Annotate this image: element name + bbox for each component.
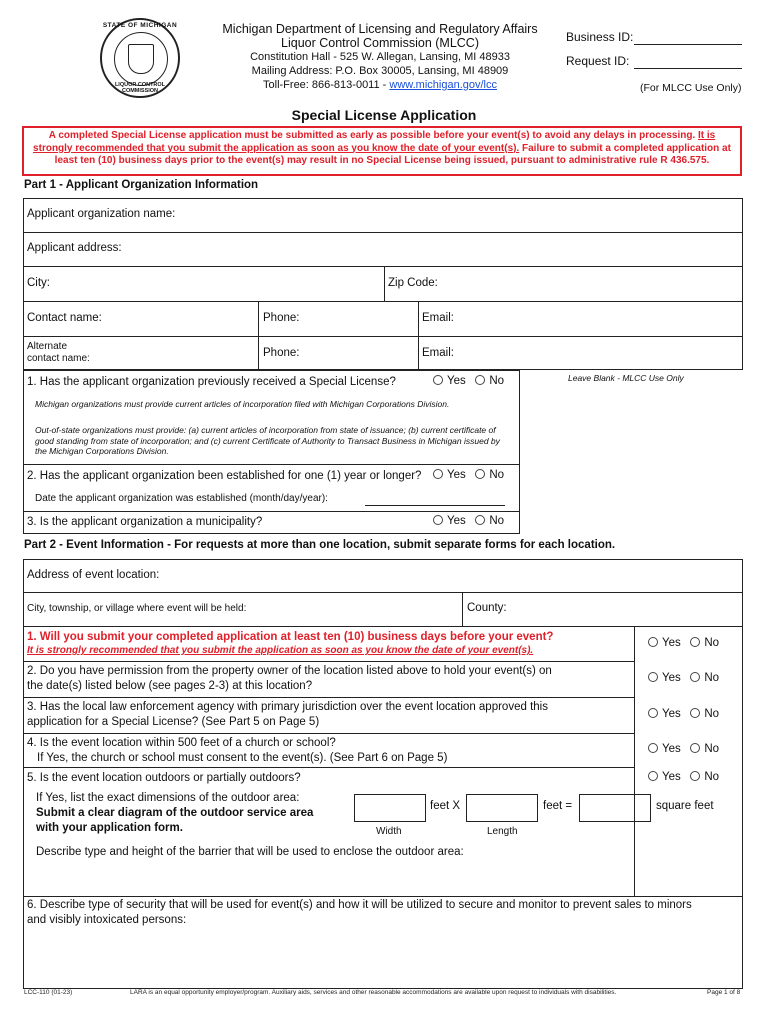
p1-q2-radios [433, 469, 504, 481]
p1-q3-no-radio[interactable] [475, 515, 485, 525]
notice-underlined: It is strongly recommended that you submit the application as soon as you know the date of your event(s). [33, 130, 716, 154]
p2-q6-line2: and visibly intoxicated persons: [27, 913, 187, 926]
p2-q3-line2: application for a Special License? (See Part 5 on Page 5) [27, 715, 320, 728]
eeo-statement: LARA is an equal opportunity employer/program. Auxiliary aids, services and other reasonable accommodations are available upon request to individuals with disabilities. [130, 989, 617, 996]
width-input[interactable] [354, 794, 426, 822]
seal-top-text: STATE OF MICHIGAN [102, 22, 178, 29]
leave-blank-note: Leave Blank - MLCC Use Only [568, 373, 684, 383]
notice-part2: Failure to submit a completed application at least ten (10) business days prior to the event(s) may result in no Special License being issued, pursuant to administrative rule R 436.575. [54, 142, 731, 166]
p2-q3-no-radio[interactable] [690, 708, 700, 718]
p2-q2-no-radio[interactable] [690, 672, 700, 682]
p2-q4-line1: 4. Is the event location within 500 feet of a church or school? [27, 737, 336, 749]
city-label: City: [27, 277, 50, 289]
yes-label: Yes [662, 771, 681, 783]
p1-q3-yes-radio[interactable] [433, 515, 443, 525]
p1-q3-radios [433, 515, 504, 527]
header-line2: Liquor Control Commission (MLCC) [281, 36, 479, 50]
seal-bottom-text: LIQUOR CONTROL COMMISSION [114, 82, 166, 94]
event-address-label: Address of event location: [27, 569, 160, 581]
p2-q4-line2: If Yes, the church or school must consent to the event(s). (See Part 6 on Page 5) [37, 751, 448, 764]
p1-q1-yes-radio[interactable] [433, 375, 443, 385]
email2-label: Email: [422, 347, 454, 359]
established-date-field[interactable] [365, 505, 505, 506]
org-name-label: Applicant organization name: [27, 208, 176, 220]
notice-part1: A completed Special License application must be submitted as early as possible before your event(s) to avoid any delays in processing. [48, 130, 699, 141]
no-label: No [704, 637, 720, 649]
p2-q2-yes-radio[interactable] [648, 672, 658, 682]
length-input[interactable] [466, 794, 538, 822]
event-city-label: City, township, or village where event will be held: [27, 603, 247, 614]
mlcc-use-note: (For MLCC Use Only) [640, 82, 742, 94]
no-label: No [489, 515, 505, 527]
header-line5 [205, 78, 555, 92]
p2-q2-radios [648, 672, 719, 684]
no-label: No [704, 708, 720, 720]
business-id-field[interactable] [634, 44, 742, 45]
p2-q1-text: 1. Will you submit your completed application at least ten (10) business days before your event? [27, 631, 554, 643]
p2-q5-text: 5. Is the event location outdoors or partially outdoors? [27, 772, 301, 784]
phone-label: Phone: [263, 312, 300, 324]
no-label: No [704, 743, 720, 755]
p2-q3-line1: 3. Has the local law enforcement agency with primary jurisdiction over the event location approved this [27, 701, 548, 713]
p1-q1-no-radio[interactable] [475, 375, 485, 385]
p2-q5-yes-radio[interactable] [648, 771, 658, 781]
header-line1: Michigan Department of Licensing and Regulatory Affairs [222, 22, 538, 36]
form-code: LCC-110 (01-23) [24, 989, 73, 996]
p1-q2-text: 2. Has the applicant organization been established for one (1) year or longer? [27, 470, 422, 482]
width-caption: Width [376, 826, 402, 837]
p2-q3-yes-radio[interactable] [648, 708, 658, 718]
no-label: No [489, 469, 505, 481]
website-link[interactable]: www.michigan.gov/lcc [389, 79, 497, 91]
yes-label: Yes [662, 743, 681, 755]
alt-contact-line1: Alternate [27, 341, 68, 352]
p2-q4-text [27, 736, 447, 765]
p2-q5-radios [648, 771, 719, 783]
p2-q4-no-radio[interactable] [690, 743, 700, 753]
p2-q6-text [27, 898, 739, 927]
p2-q6-line1: 6. Describe type of security that will be used for event(s) and how it will be utilized to secure and monitor to prevent sales to minors [27, 899, 692, 911]
contact-label: Contact name: [27, 312, 102, 324]
p2-q5-diagram-note [36, 806, 313, 835]
header-line3: Constitution Hall - 525 W. Allegan, Lansing, MI 48933 [250, 51, 510, 63]
p1-q2-yes-radio[interactable] [433, 469, 443, 479]
alt-contact-line2: contact name: [27, 353, 90, 364]
phone2-label: Phone: [263, 347, 300, 359]
no-label: No [704, 672, 720, 684]
p2-q5-dims-label: If Yes, list the exact dimensions of the outdoor area: [36, 792, 300, 804]
seal-shield-icon [128, 44, 154, 74]
p1-q3-text: 3. Is the applicant organization a municipality? [27, 516, 263, 528]
p2-q4-radios [648, 743, 719, 755]
feet-x-label: feet X [430, 800, 461, 812]
part1-table [23, 198, 743, 370]
business-id-label: Business ID: [566, 30, 634, 44]
length-caption: Length [487, 826, 518, 837]
yes-label: Yes [662, 672, 681, 684]
p2-q5-barrier-label: Describe type and height of the barrier that will be used to enclose the outdoor area: [36, 846, 464, 858]
p2-q2-line1: 2. Do you have permission from the property owner of the location listed above to hold your event(s) on [27, 665, 552, 677]
yes-label: Yes [447, 515, 466, 527]
p2-q2-text [27, 664, 552, 693]
no-label: No [489, 375, 505, 387]
p2-q4-yes-radio[interactable] [648, 743, 658, 753]
p2-q1-no-radio[interactable] [690, 637, 700, 647]
p1-q2-sub: Date the applicant organization was established (month/day/year): [35, 493, 328, 504]
email-label: Email: [422, 312, 454, 324]
p2-q2-line2: the date(s) listed below (see pages 2-3) at this location? [27, 679, 313, 692]
p1-q2-no-radio[interactable] [475, 469, 485, 479]
p2-q1-yes-radio[interactable] [648, 637, 658, 647]
no-label: No [704, 771, 720, 783]
page-title: Special License Application [291, 107, 477, 123]
request-id-field[interactable] [634, 68, 742, 69]
alt-contact-label [27, 341, 90, 365]
zip-label: Zip Code: [388, 277, 438, 289]
address-label: Applicant address: [27, 242, 122, 254]
p1-q1-note1: Michigan organizations must provide current articles of incorporation filed with Michigan Corporations Division. [35, 399, 450, 409]
yes-label: Yes [447, 469, 466, 481]
p2-q1-radios [648, 637, 719, 649]
agency-header [205, 22, 555, 92]
p2-q3-radios [648, 708, 719, 720]
part2-heading: Part 2 - Event Information - For requests at more than one location, submit separate forms for each location. [24, 539, 616, 551]
part1-heading: Part 1 - Applicant Organization Information [24, 179, 259, 191]
yes-label: Yes [447, 375, 466, 387]
county-label: County: [467, 602, 507, 614]
red-notice-box [22, 126, 742, 176]
feet-eq-label: feet = [543, 800, 573, 812]
p2-q3-text [27, 700, 548, 729]
p1-q1-radios [433, 375, 504, 387]
diagram-note-line1: Submit a clear diagram of the outdoor service area [36, 807, 314, 819]
page-number: Page 1 of 8 [707, 989, 741, 996]
p2-q5-no-radio[interactable] [690, 771, 700, 781]
diagram-note-line2: with your application form. [36, 821, 183, 834]
yes-label: Yes [662, 708, 681, 720]
header-line4: Mailing Address: P.O. Box 30005, Lansing, MI 48909 [251, 65, 509, 77]
square-feet-input[interactable] [579, 794, 651, 822]
yes-label: Yes [662, 637, 681, 649]
p2-q1-sub: It is strongly recommended that you submit the application as soon as you know the date of your event(s). [27, 645, 534, 656]
p1-q1-note2: Out-of-state organizations must provide: (a) current articles of incorporation from state of issuance; (b) current certificate of good standing from state of incorporation; and (c) current Certificate of Authority to Transact Business in Michigan issued by the Michigan Corporations Division. [35, 425, 500, 456]
tollfree-text: Toll-Free: 866-813-0011 - [263, 79, 390, 91]
request-id-label: Request ID: [566, 54, 630, 68]
state-seal [100, 18, 180, 98]
square-feet-label: square feet [656, 800, 714, 812]
p1-q1-text: 1. Has the applicant organization previously received a Special License? [27, 376, 396, 388]
